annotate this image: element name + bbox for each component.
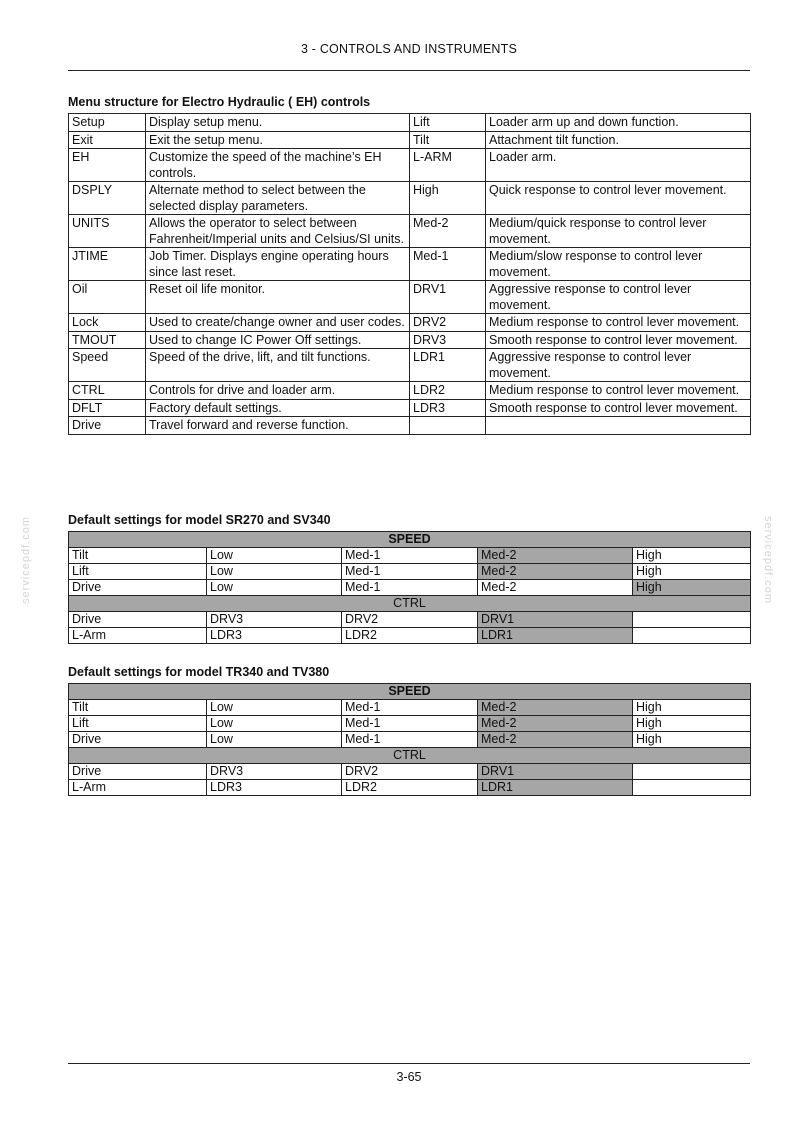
sr270-section-title: Default settings for model SR270 and SV340 xyxy=(68,513,331,527)
settings-value-cell: High xyxy=(633,716,751,732)
settings-value-cell: LDR3 xyxy=(207,628,342,644)
menu-term-cell: L-ARM xyxy=(410,149,486,182)
header-rule xyxy=(68,70,750,71)
menu-term-cell xyxy=(410,417,486,435)
menu-description-cell: Medium/quick response to control lever movement. xyxy=(486,215,751,248)
menu-description-cell: Used to change IC Power Off settings. xyxy=(146,331,410,349)
settings-row xyxy=(69,732,751,748)
menu-section-title: Menu structure for Electro Hydraulic ( EH) controls xyxy=(68,95,371,109)
settings-value-cell: DRV3 xyxy=(207,612,342,628)
menu-term-cell: DFLT xyxy=(69,399,146,417)
settings-value-cell: DRV1 xyxy=(478,612,633,628)
menu-description-cell: Customize the speed of the machine’s EH controls. xyxy=(146,149,410,182)
menu-row xyxy=(69,281,751,314)
menu-term-cell: Lock xyxy=(69,314,146,332)
menu-term-cell: Setup xyxy=(69,114,146,132)
menu-term-cell: JTIME xyxy=(69,248,146,281)
settings-value-cell: Med-2 xyxy=(478,732,633,748)
settings-function-cell: Tilt xyxy=(69,700,207,716)
menu-description-cell xyxy=(486,417,751,435)
speed-header: SPEED xyxy=(69,684,751,700)
menu-term-cell: LDR3 xyxy=(410,399,486,417)
menu-term-cell: UNITS xyxy=(69,215,146,248)
menu-row xyxy=(69,417,751,435)
settings-row xyxy=(69,764,751,780)
menu-row xyxy=(69,114,751,132)
ctrl-header: CTRL xyxy=(69,748,751,764)
settings-value-cell: LDR3 xyxy=(207,780,342,796)
menu-term-cell: DSPLY xyxy=(69,182,146,215)
settings-function-cell: L-Arm xyxy=(69,780,207,796)
settings-value-cell: High xyxy=(633,580,751,596)
menu-description-cell: Aggressive response to control lever movement. xyxy=(486,281,751,314)
settings-value-cell: Med-1 xyxy=(342,580,478,596)
menu-description-cell: Medium response to control lever movement. xyxy=(486,314,751,332)
menu-description-cell: Allows the operator to select between Fahrenheit/Imperial units and Celsius/SI units. xyxy=(146,215,410,248)
settings-value-cell: DRV1 xyxy=(478,764,633,780)
settings-value-cell: Med-1 xyxy=(342,564,478,580)
speed-header-row xyxy=(69,684,751,700)
menu-term-cell: Oil xyxy=(69,281,146,314)
menu-row xyxy=(69,382,751,400)
watermark-right: servicepdf.com xyxy=(762,516,774,604)
menu-term-cell: DRV1 xyxy=(410,281,486,314)
settings-function-cell: Drive xyxy=(69,612,207,628)
menu-term-cell: DRV3 xyxy=(410,331,486,349)
settings-value-cell xyxy=(633,612,751,628)
ctrl-header-row xyxy=(69,596,751,612)
menu-structure-table xyxy=(68,113,751,435)
settings-value-cell: High xyxy=(633,732,751,748)
menu-term-cell: CTRL xyxy=(69,382,146,400)
settings-value-cell: Low xyxy=(207,548,342,564)
settings-value-cell: Med-2 xyxy=(478,716,633,732)
page-number: 3-65 xyxy=(396,1070,422,1084)
settings-value-cell: LDR2 xyxy=(342,628,478,644)
watermark-left: servicepdf.com xyxy=(20,516,32,604)
menu-row xyxy=(69,182,751,215)
settings-value-cell: DRV2 xyxy=(342,612,478,628)
settings-value-cell xyxy=(633,628,751,644)
settings-function-cell: Lift xyxy=(69,564,207,580)
menu-description-cell: Speed of the drive, lift, and tilt functions. xyxy=(146,349,410,382)
settings-row xyxy=(69,716,751,732)
menu-description-cell: Travel forward and reverse function. xyxy=(146,417,410,435)
settings-value-cell xyxy=(633,780,751,796)
menu-description-cell: Exit the setup menu. xyxy=(146,131,410,149)
menu-term-cell: Lift xyxy=(410,114,486,132)
ctrl-header-row xyxy=(69,748,751,764)
settings-value-cell: Med-2 xyxy=(478,548,633,564)
settings-value-cell: High xyxy=(633,564,751,580)
settings-value-cell: Low xyxy=(207,580,342,596)
menu-description-cell: Smooth response to control lever movement. xyxy=(486,331,751,349)
tr340-section-title: Default settings for model TR340 and TV380 xyxy=(68,665,330,679)
settings-value-cell: Med-1 xyxy=(342,732,478,748)
settings-function-cell: L-Arm xyxy=(69,628,207,644)
settings-value-cell: Med-2 xyxy=(478,580,633,596)
settings-function-cell: Drive xyxy=(69,764,207,780)
menu-term-cell: High xyxy=(410,182,486,215)
settings-value-cell: Med-1 xyxy=(342,700,478,716)
menu-row xyxy=(69,215,751,248)
settings-value-cell: DRV2 xyxy=(342,764,478,780)
settings-value-cell: Med-1 xyxy=(342,716,478,732)
ctrl-header: CTRL xyxy=(69,596,751,612)
menu-term-cell: Speed xyxy=(69,349,146,382)
menu-term-cell: TMOUT xyxy=(69,331,146,349)
footer-rule xyxy=(68,1063,750,1064)
menu-row xyxy=(69,149,751,182)
settings-value-cell: Med-1 xyxy=(342,548,478,564)
settings-function-cell: Drive xyxy=(69,580,207,596)
menu-row xyxy=(69,131,751,149)
settings-value-cell: Low xyxy=(207,732,342,748)
menu-description-cell: Medium/slow response to control lever movement. xyxy=(486,248,751,281)
menu-description-cell: Display setup menu. xyxy=(146,114,410,132)
tr340-defaults-table xyxy=(68,683,751,796)
settings-value-cell: Med-2 xyxy=(478,564,633,580)
menu-term-cell: Med-2 xyxy=(410,215,486,248)
menu-description-cell: Factory default settings. xyxy=(146,399,410,417)
page-header: 3 - CONTROLS AND INSTRUMENTS xyxy=(300,42,518,56)
settings-value-cell xyxy=(633,764,751,780)
menu-description-cell: Loader arm up and down function. xyxy=(486,114,751,132)
settings-value-cell: Low xyxy=(207,716,342,732)
menu-term-cell: Med-1 xyxy=(410,248,486,281)
menu-row xyxy=(69,399,751,417)
settings-value-cell: Low xyxy=(207,700,342,716)
menu-description-cell: Alternate method to select between the selected display parameters. xyxy=(146,182,410,215)
settings-function-cell: Tilt xyxy=(69,548,207,564)
settings-row xyxy=(69,780,751,796)
settings-value-cell: High xyxy=(633,548,751,564)
settings-value-cell: LDR2 xyxy=(342,780,478,796)
menu-description-cell: Smooth response to control lever movement. xyxy=(486,399,751,417)
settings-function-cell: Drive xyxy=(69,732,207,748)
settings-row xyxy=(69,628,751,644)
settings-value-cell: LDR1 xyxy=(478,628,633,644)
menu-description-cell: Attachment tilt function. xyxy=(486,131,751,149)
settings-row xyxy=(69,612,751,628)
menu-description-cell: Controls for drive and loader arm. xyxy=(146,382,410,400)
menu-description-cell: Medium response to control lever movement. xyxy=(486,382,751,400)
menu-term-cell: DRV2 xyxy=(410,314,486,332)
settings-value-cell: Med-2 xyxy=(478,700,633,716)
settings-value-cell: LDR1 xyxy=(478,780,633,796)
menu-description-cell: Job Timer. Displays engine operating hours since last reset. xyxy=(146,248,410,281)
menu-term-cell: Exit xyxy=(69,131,146,149)
menu-term-cell: EH xyxy=(69,149,146,182)
settings-row xyxy=(69,564,751,580)
menu-row xyxy=(69,331,751,349)
menu-term-cell: LDR1 xyxy=(410,349,486,382)
menu-description-cell: Aggressive response to control lever movement. xyxy=(486,349,751,382)
speed-header: SPEED xyxy=(69,532,751,548)
settings-value-cell: DRV3 xyxy=(207,764,342,780)
menu-term-cell: Drive xyxy=(69,417,146,435)
menu-row xyxy=(69,248,751,281)
menu-term-cell: Tilt xyxy=(410,131,486,149)
menu-row xyxy=(69,314,751,332)
settings-value-cell: Low xyxy=(207,564,342,580)
speed-header-row xyxy=(69,532,751,548)
menu-term-cell: LDR2 xyxy=(410,382,486,400)
menu-row xyxy=(69,349,751,382)
settings-function-cell: Lift xyxy=(69,716,207,732)
menu-description-cell: Reset oil life monitor. xyxy=(146,281,410,314)
menu-description-cell: Loader arm. xyxy=(486,149,751,182)
menu-description-cell: Used to create/change owner and user codes. xyxy=(146,314,410,332)
settings-value-cell: High xyxy=(633,700,751,716)
settings-row xyxy=(69,700,751,716)
settings-row xyxy=(69,580,751,596)
menu-description-cell: Quick response to control lever movement. xyxy=(486,182,751,215)
sr270-defaults-table xyxy=(68,531,751,644)
settings-row xyxy=(69,548,751,564)
